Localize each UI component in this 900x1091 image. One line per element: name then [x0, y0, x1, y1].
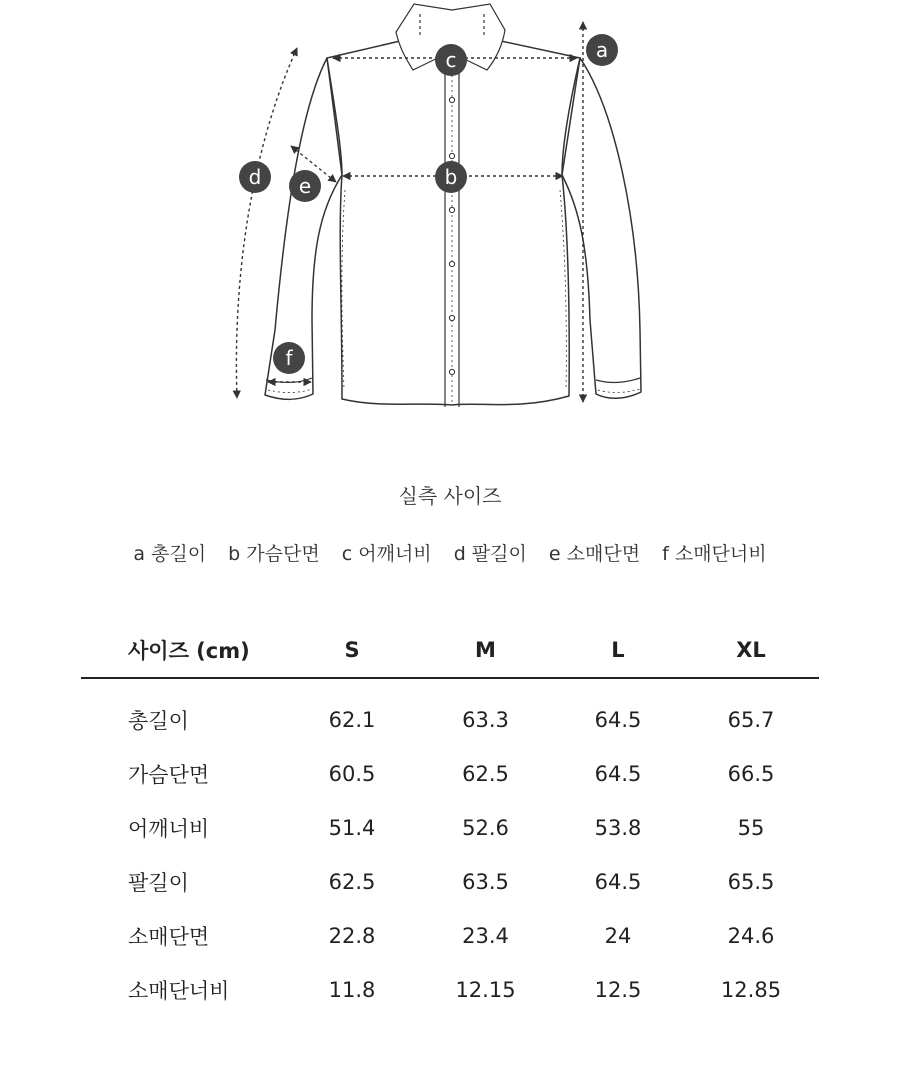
cell-value: 53.8: [594, 816, 642, 840]
shirt-outline: [265, 38, 641, 405]
legend-item-a: a 총길이: [133, 543, 207, 565]
measurement-legend: [0, 539, 900, 566]
size-table-header: [81, 622, 819, 678]
cell-value: 52.6: [462, 816, 509, 840]
header-size-l: L: [553, 622, 683, 678]
legend-item-f: f 소매단너비: [662, 543, 767, 565]
svg-text:e: e: [298, 174, 312, 198]
legend-item-c: c 어깨너비: [341, 543, 432, 565]
table-row: [81, 678, 819, 747]
badge-f: [273, 342, 305, 374]
cell-value: 63.3: [462, 708, 509, 732]
legend-item-b: b 가슴단면: [228, 543, 320, 565]
header-size-xl: XL: [683, 622, 819, 678]
badge-a: [586, 34, 618, 66]
cell-value: 12.15: [455, 978, 516, 1002]
row-label: 총길이: [128, 709, 189, 733]
table-row: [81, 801, 819, 855]
legend-item-d: d 팔길이: [453, 543, 527, 565]
cell-value: 62.5: [462, 762, 509, 786]
cell-value: 24: [604, 924, 632, 948]
cell-value: 24.6: [727, 924, 775, 948]
row-label: 소매단너비: [128, 979, 230, 1003]
cell-value: 64.5: [594, 870, 642, 894]
cell-value: 65.5: [727, 870, 775, 894]
row-label: 소매단면: [128, 925, 210, 949]
cell-value: 64.5: [594, 762, 642, 786]
badge-b: [435, 161, 467, 193]
row-label: 가슴단면: [128, 763, 210, 787]
legend-item-e: e 소매단면: [548, 543, 641, 565]
size-chart-title: 실측 사이즈: [398, 484, 502, 508]
cell-value: 55: [737, 816, 765, 840]
cell-value: 12.5: [594, 978, 642, 1002]
header-size-s: S: [286, 622, 418, 678]
table-row: [81, 909, 819, 963]
cell-value: 65.7: [727, 708, 775, 732]
row-label: 어깨너비: [128, 817, 210, 841]
cell-value: 62.1: [328, 708, 376, 732]
badge-c: [435, 44, 467, 76]
cell-value: 62.5: [328, 870, 376, 894]
shirt-measurement-diagram: [0, 0, 900, 430]
cell-value: 51.4: [328, 816, 376, 840]
cell-value: 22.8: [328, 924, 376, 948]
header-size-label: 사이즈 (cm): [81, 622, 286, 678]
cell-value: 12.85: [720, 978, 782, 1002]
cell-value: 60.5: [328, 762, 376, 786]
cell-value: 66.5: [727, 762, 775, 786]
cell-value: 23.4: [462, 924, 509, 948]
svg-text:f: f: [285, 346, 293, 370]
size-table: [81, 622, 819, 1017]
cell-value: 63.5: [462, 870, 509, 894]
table-row: [81, 855, 819, 909]
svg-text:b: b: [444, 165, 458, 189]
badge-d: [239, 161, 271, 193]
cell-value: 11.8: [328, 978, 376, 1002]
badge-e: [289, 170, 321, 202]
svg-text:a: a: [595, 38, 609, 62]
cell-value: 64.5: [594, 708, 642, 732]
row-label: 팔길이: [128, 871, 189, 895]
header-size-m: M: [418, 622, 553, 678]
svg-text:c: c: [445, 48, 457, 72]
table-row: [81, 963, 819, 1017]
svg-text:d: d: [248, 165, 262, 189]
table-row: [81, 747, 819, 801]
